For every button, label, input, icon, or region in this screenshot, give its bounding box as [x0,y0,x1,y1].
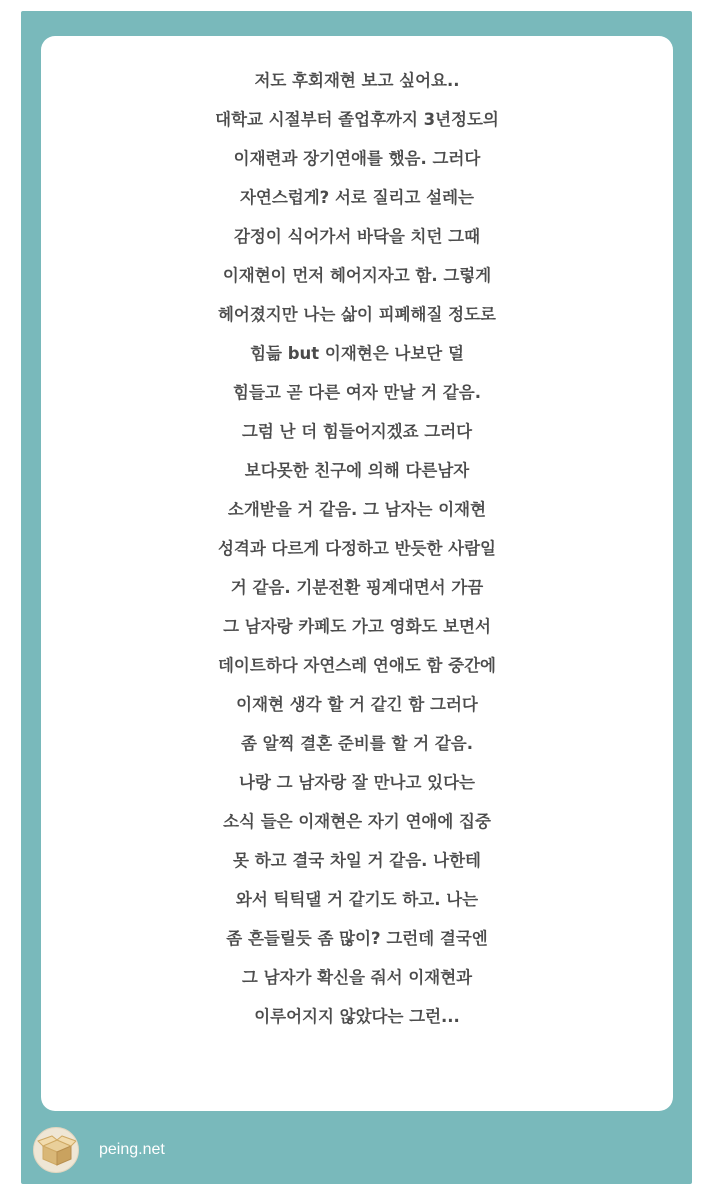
question-line: 거 같음. 기분전환 핑계대면서 가끔 [230,578,484,597]
question-line: 그 남자랑 카페도 가고 영화도 보면서 [223,617,491,636]
question-line: 보다못한 친구에 의해 다른남자 [244,461,470,480]
peing-card-frame [21,11,692,1184]
question-line: 이재현 생각 할 거 같긴 함 그러다 [236,695,478,714]
question-line: 헤어졌지만 나는 삶이 피폐해질 정도로 [217,305,496,324]
question-line: 성격과 다르게 다정하고 반듯한 사람일 [217,539,496,558]
question-line: 나랑 그 남자랑 잘 만나고 있다는 [239,773,475,792]
site-name[interactable]: peing.net [99,1141,165,1158]
question-line: 소식 들은 이재현은 자기 연애에 집중 [223,812,491,831]
question-line: 좀 흔들릴듯 좀 많이? 그런데 결국엔 [226,929,488,948]
question-line: 이재련과 장기연애를 했음. 그러다 [233,149,481,168]
question-line: 그럼 난 더 힘들어지겠죠 그러다 [241,422,473,441]
question-line: 감정이 식어가서 바닥을 치던 그때 [233,227,481,246]
question-line: 소개받을 거 같음. 그 남자는 이재현 [227,500,487,519]
question-text [41,61,673,1036]
question-line: 못 하고 결국 차일 거 같음. 나한테 [233,851,481,870]
question-line: 그 남자가 확신을 줘서 이재현과 [241,968,473,987]
question-line: 와서 틱틱댈 거 같기도 하고. 나는 [235,890,479,909]
question-line: 이루어지지 않았다는 그런... [254,1007,460,1026]
question-line: 저도 후회재현 보고 싶어요.. [254,71,460,90]
question-line: 힘들고 곧 다른 여자 만날 거 같음. [233,383,481,402]
question-line: 이재현이 먼저 헤어지자고 함. 그렇게 [222,266,492,285]
box-icon [34,1128,79,1173]
question-line: 힘듦 but 이재현은 나보단 덜 [250,344,464,363]
question-line: 좀 알찍 결혼 준비를 할 거 같음. [240,734,473,753]
peing-box-icon [33,1127,79,1173]
card-footer [33,1127,165,1173]
question-line: 데이트하다 자연스레 연애도 함 중간에 [217,656,496,675]
question-line: 대학교 시절부터 졸업후까지 3년정도의 [215,110,499,129]
question-card [41,36,673,1111]
question-line: 자연스럽게? 서로 질리고 설레는 [239,188,474,207]
